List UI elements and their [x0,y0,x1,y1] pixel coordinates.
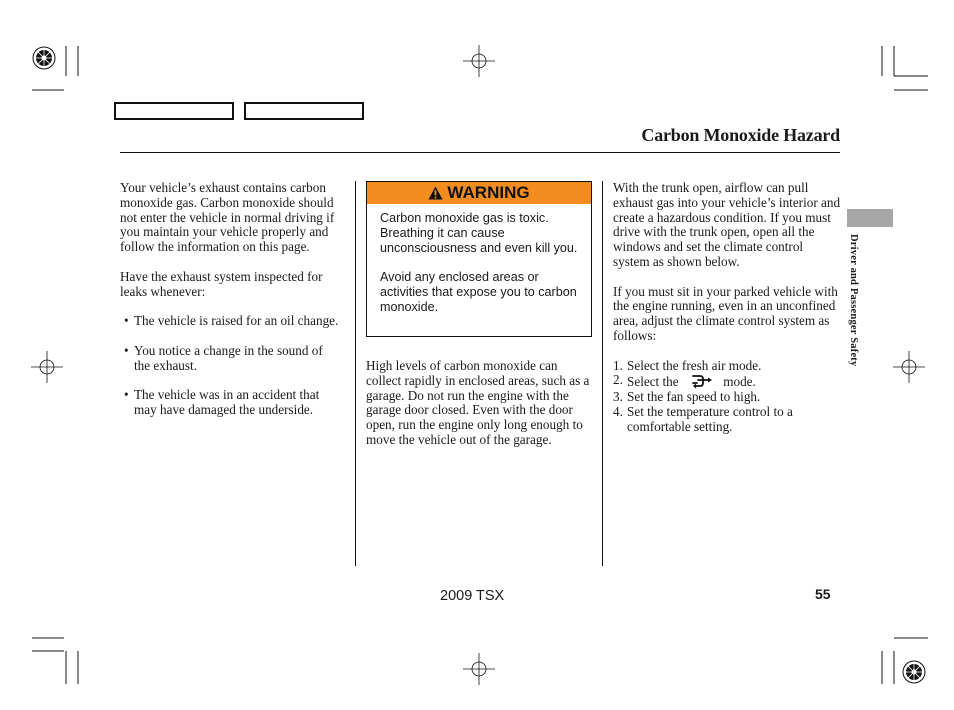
section-tab [847,209,893,227]
column-2 [366,359,594,463]
warning-box [366,181,592,337]
step-number: 2. [613,372,623,388]
list-item [613,359,841,374]
title-rule [120,152,840,153]
inspection-paragraph: Have the exhaust system inspected for leaks whenever: [120,268,323,299]
step-text: Set the temperature control to a comfortable setting. [627,403,793,434]
inspection-list [120,314,342,418]
column-3 [613,181,841,435]
intro-paragraph: Your vehicle’s exhaust contains carbon monoxide gas. Carbon monoxide should not enter the vehicle in normal driving if you maintain your vehicle properly and follow the information on this page. [120,180,335,255]
list-item [613,390,841,405]
step-text-pre: Select the [627,374,679,390]
step-text: Select the fresh air mode. [627,357,762,373]
warning-triangle-icon [428,186,443,200]
column-1 [120,181,342,433]
warning-paragraph: Carbon monoxide gas is toxic. Breathing it can cause unconsciousness and even kill you. [380,211,578,255]
trunk-paragraph: With the trunk open, airflow can pull exhaust gas into your vehicle’s interior and create a hazardous condition. If you must drive with the trunk open, open all the windows and set the climate control system as shown below. [613,180,841,269]
header-tab-left [114,102,234,120]
list-item: • The vehicle is raised for an oil change. [120,314,342,329]
column-divider-2 [602,181,603,566]
step-number: 1. [613,357,623,373]
page-number: 55 [815,586,831,602]
step-number: 4. [613,403,623,419]
step-text: Set the fan speed to high. [627,389,761,405]
footer-model: 2009 TSX [440,588,505,604]
list-item: • The vehicle was in an accident that may have damaged the underside. [120,388,342,418]
page-title: Carbon Monoxide Hazard [641,125,840,145]
parked-paragraph: If you must sit in your parked vehicle with the engine running, even in an unconfined area, adjust the climate control system as follows: [613,283,838,343]
fresh-air-mode-icon [684,373,718,389]
column-divider-1 [355,181,356,566]
header-tab-right [244,102,364,120]
list-item [613,405,841,435]
list-item: • You notice a change in the sound of the exhaust. [120,344,342,374]
warning-paragraph: Avoid any enclosed areas or activities that expose you to carbon monoxide. [380,270,577,314]
step-number: 3. [613,389,623,405]
climate-steps [613,359,841,435]
warning-header [367,182,591,204]
garage-paragraph: High levels of carbon monoxide can collect rapidly in enclosed areas, such as a garage. Do not run the engine with the garage door closed. Even with the door open, run the engine only long enough to move the vehicle out of the garage. [366,358,590,447]
warning-body [380,211,580,329]
warning-label: WARNING [447,183,530,202]
list-item [613,373,841,390]
section-label: Driver and Passenger Safety [848,234,859,367]
step-text-post: mode. [723,374,756,390]
